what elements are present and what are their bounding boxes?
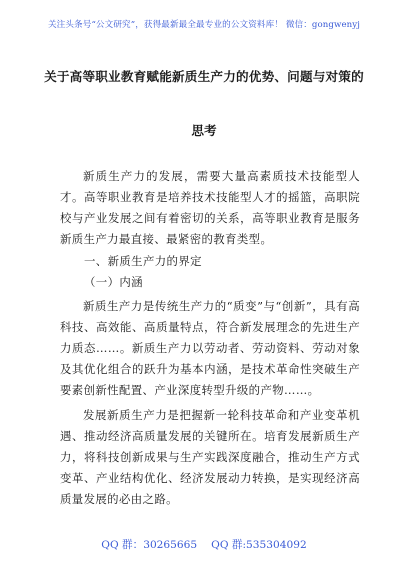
footer-qq-group-1: QQ 群：30265665 (101, 539, 198, 551)
footer-contact (0, 537, 408, 552)
paragraph-intro: 新质生产力的发展，需要大量高素质技术技能型人才。高等职业教育是培养技术技能型人才的摇篮，高职院校与产业发展之间有着密切的关系，高等职业教育是服务新质生产力最直接、最紧密的教育类型。 (60, 169, 360, 246)
document-title-line-2: 思考 (191, 123, 217, 138)
subsection-heading: （一）内涵 (84, 275, 143, 289)
footer-qq-group-2: QQ 群:535304092 (211, 539, 307, 551)
section-heading: 一、新质生产力的界定 (84, 254, 202, 268)
paragraph-definition: 新质生产力是传统生产力的“质变”与“创新”，具有高科技、高效能、高质量特点，符合新发展理念的先进生产力质态……。新质生产力以劳动者、劳动资料、劳动对象及其优化组合的跃升为基本内涵，是技术革命性突破生产要素创新性配置、产业深度转型升级的产物……。 (60, 299, 360, 397)
document-title-line-1: 关于高等职业教育赋能新质生产力的优势、问题与对策的 (44, 69, 364, 84)
paragraph-development: 发展新质生产力是把握新一轮科技革命和产业变革机遇、推动经济高质量发展的关键所在。培育发展新质生产力，将科技创新成果与生产实践深度融合，推动生产方式变革、产业结构优化、经济发展动力转换，是实现经济高质量发展的必由之路。 (60, 408, 360, 506)
promo-banner: 关注头条号“公文研究”，获得最新最全最专业的公文资料库！ 微信：gongwenyj (47, 20, 361, 30)
